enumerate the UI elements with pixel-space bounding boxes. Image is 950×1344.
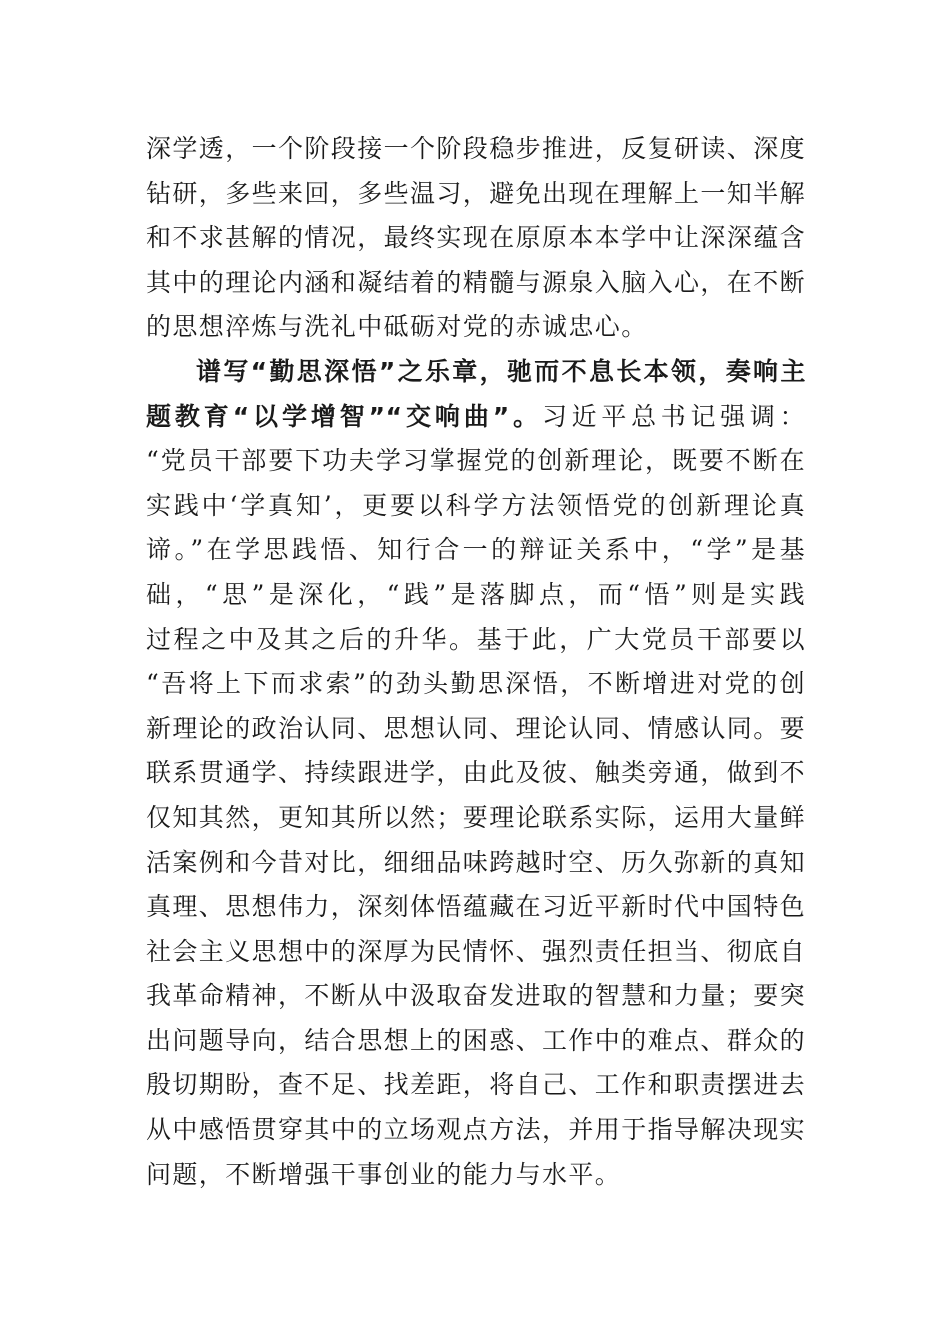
text-line xyxy=(146,395,806,440)
text-line: 谛。”在学思践悟、知行合一的辩证关系中，“学”是基 xyxy=(146,535,806,565)
text-line: 联系贯通学、持续跟进学，由此及彼、触类旁通，做到不 xyxy=(146,758,807,788)
text-line: 实践中‘学真知’，更要以科学方法领悟党的创新理论真 xyxy=(146,490,806,520)
text-line: 社会主义思想中的深厚为民情怀、强烈责任担当、彻底自 xyxy=(146,936,807,966)
text-line: 新理论的政治认同、思想认同、理论认同、情感认同。要 xyxy=(146,713,807,743)
text-line: 我革命精神，不断从中汲取奋发进取的智慧和力量；要突 xyxy=(146,981,807,1011)
text-line: 础，“思”是深化，“践”是落脚点，而“悟”则是实践 xyxy=(146,579,806,609)
text-line: 殷切期盼，查不足、找差距，将自己、工作和职责摆进去 xyxy=(146,1070,807,1100)
document-body xyxy=(146,127,806,1197)
text-line: “吾将上下而求索”的劲头勤思深悟，不断增进对党的创 xyxy=(146,669,806,699)
text-line: 其中的理论内涵和凝结着的精髓与源泉入脑入心，在不断 xyxy=(146,267,807,297)
text-line: 的思想淬炼与洗礼中砥砺对党的赤诚忠心。 xyxy=(146,312,648,342)
paragraph-2 xyxy=(146,350,806,1197)
text-line: 深学透，一个阶段接一个阶段稳步推进，反复研读、深度 xyxy=(146,134,807,163)
text-line: 仅知其然，更知其所以然；要理论联系实际，运用大量鲜 xyxy=(146,802,807,832)
text-line: 从中感悟贯穿其中的立场观点方法，并用于指导解决现实 xyxy=(146,1115,807,1145)
text-line: 出问题导向，结合思想上的困惑、工作中的难点、群众的 xyxy=(146,1025,807,1055)
text-line: 问题，不断增强干事创业的能力与水平。 xyxy=(146,1159,622,1189)
text-segment: 习近平总书记强调： xyxy=(541,401,806,431)
paragraph-lead-heading-continued: 题教育“以学增智”“交响曲”。 xyxy=(146,401,542,431)
paragraph-lead-heading: 谱写“勤思深悟”之乐章，驰而不息长本领，奏响主 xyxy=(196,356,806,386)
text-line: “党员干部要下功夫学习掌握党的创新理论，既要不断在 xyxy=(146,446,806,476)
text-line: 过程之中及其之后的升华。基于此，广大党员干部要以 xyxy=(146,624,806,654)
text-line: 和不求甚解的情况，最终实现在原原本本学中让深深蕴含 xyxy=(146,223,807,253)
text-line: 钻研，多些来回，多些温习，避免出现在理解上一知半解 xyxy=(146,178,807,208)
text-line: 活案例和今昔对比，细细品味跨越时空、历久弥新的真知 xyxy=(146,847,807,877)
paragraph-1 xyxy=(146,127,806,350)
text-line: 真理、思想伟力，深刻体悟蕴藏在习近平新时代中国特色 xyxy=(146,892,807,922)
